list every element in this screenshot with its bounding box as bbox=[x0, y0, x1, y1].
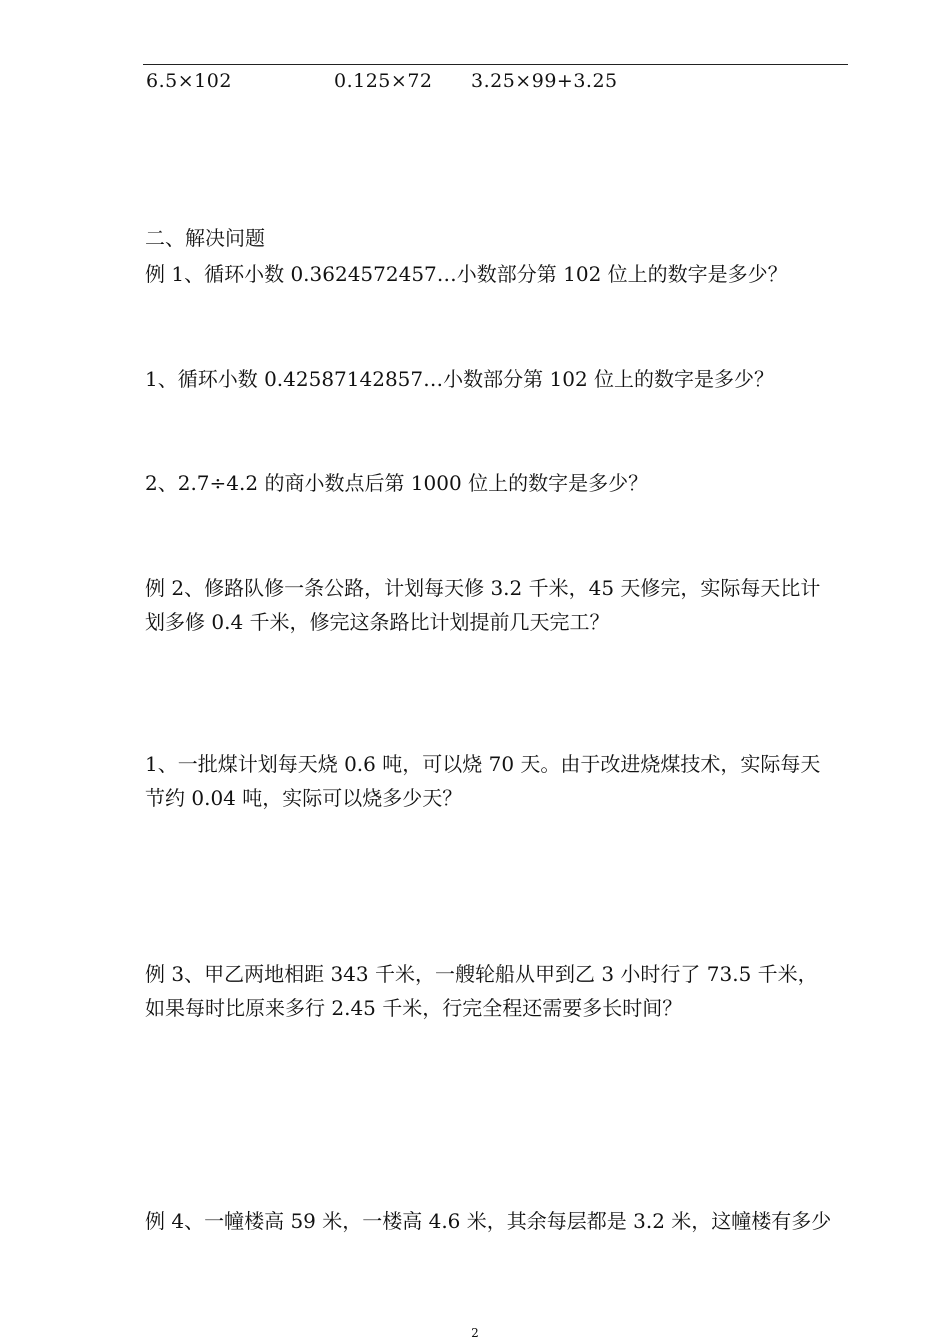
example-4: 例 4、一幢楼高 59 米，一楼高 4.6 米，其余每层都是 3.2 米，这幢楼有多少 bbox=[145, 1209, 832, 1233]
section-title: 二、解决问题 bbox=[145, 226, 265, 250]
page-number: 2 bbox=[471, 1326, 479, 1340]
top-rule bbox=[143, 64, 848, 65]
example-2-line-2: 划多修 0.4 千米，修完这条路比计划提前几天完工？ bbox=[145, 610, 610, 634]
example-3-line-1: 例 3、甲乙两地相距 343 千米，一艘轮船从甲到乙 3 小时行了 73.5 千米， bbox=[145, 962, 818, 986]
example-3 bbox=[145, 957, 855, 1025]
question-3-line-1: 1、一批煤计划每天烧 0.6 吨，可以烧 70 天。由于改进烧煤技术，实际每天 bbox=[145, 752, 821, 776]
question-2: 2、2.7÷4.2 的商小数点后第 1000 位上的数字是多少？ bbox=[145, 471, 649, 495]
example-2 bbox=[145, 571, 855, 639]
question-3-line-2: 节约 0.04 吨，实际可以烧多少天？ bbox=[145, 786, 463, 810]
question-3 bbox=[145, 747, 855, 815]
calc-item-1: 6.5×102 bbox=[146, 70, 232, 92]
example-2-line-1: 例 2、修路队修一条公路，计划每天修 3.2 千米，45 天修完，实际每天比计 bbox=[145, 576, 821, 600]
example-3-line-2: 如果每时比原来多行 2.45 千米，行完全程还需要多长时间？ bbox=[145, 996, 683, 1020]
calc-item-2: 0.125×72 bbox=[334, 70, 433, 92]
calc-item-3: 3.25×99+3.25 bbox=[471, 70, 618, 92]
question-1: 1、循环小数 0.42587142857…小数部分第 102 位上的数字是多少？ bbox=[145, 367, 775, 391]
example-1: 例 1、循环小数 0.3624572457…小数部分第 102 位上的数字是多少？ bbox=[145, 262, 788, 286]
